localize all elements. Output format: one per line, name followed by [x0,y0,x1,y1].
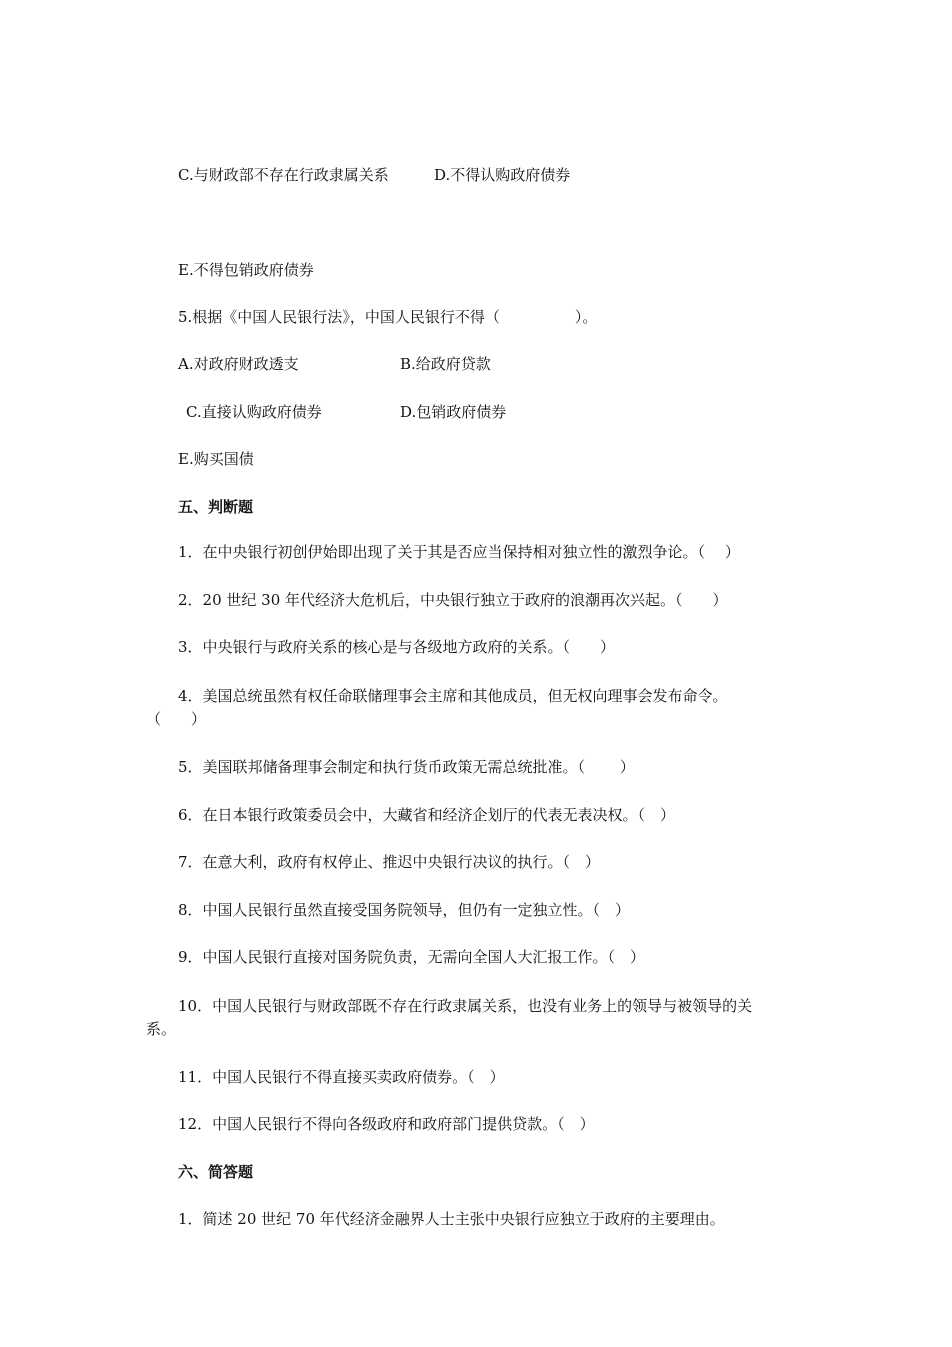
tf-item-6: 6．在日本银行政策委员会中，大藏省和经济企划厅的代表无表决权。（ ） [178,806,676,824]
tf-item-10: 10．中国人民银行与财政部既不存在行政隶属关系，也没有业务上的领导与被领导的关 [178,997,753,1015]
tf-item-10-continuation: 系。 [146,1020,177,1038]
tf-item-4: 4．美国总统虽然有权任命联储理事会主席和其他成员，但无权向理事会发布命令。 [178,687,728,705]
q5-option-e: E.购买国债 [178,450,254,468]
tf-item-1: 1．在中央银行初创伊始即出现了关于其是否应当保持相对独立性的激烈争论。（ ） [178,543,740,561]
tf-item-5: 5．美国联邦储备理事会制定和执行货币政策无需总统批准。（ ） [178,758,635,776]
tf-item-12: 12．中国人民银行不得向各级政府和政府部门提供贷款。（ ） [178,1115,595,1133]
tf-item-9: 9．中国人民银行直接对国务院负责，无需向全国人大汇报工作。（ ） [178,948,646,966]
tf-item-7: 7．在意大利，政府有权停止、推迟中央银行决议的执行。（ ） [178,853,601,871]
q4-option-c: C.与财政部不存在行政隶属关系 [178,166,389,184]
tf-item-8: 8．中国人民银行虽然直接受国务院领导，但仍有一定独立性。（ ） [178,901,631,919]
q5-stem: 5.根据《中国人民银行法》，中国人民银行不得（ ）。 [178,308,598,326]
tf-item-11: 11．中国人民银行不得直接买卖政府债券。（ ） [178,1068,505,1086]
tf-item-4-continuation: （ ） [146,710,207,728]
short-answer-item-1: 1．简述 20 世纪 70 年代经济金融界人士主张中央银行应独立于政府的主要理由。 [178,1210,725,1228]
q4-option-d: D.不得认购政府债券 [434,166,571,184]
q5-option-c: C.直接认购政府债券 [186,403,322,421]
q5-option-d: D.包销政府债券 [400,403,507,421]
q4-option-e: E.不得包销政府债券 [178,261,314,279]
q5-option-a: A.对政府财政透支 [178,355,299,373]
tf-item-3: 3．中央银行与政府关系的核心是与各级地方政府的关系。（ ） [178,638,616,656]
tf-item-2: 2．20 世纪 30 年代经济大危机后，中央银行独立于政府的浪潮再次兴起。（ ） [178,591,728,609]
section-title-true-false: 五、判断题 [178,498,254,516]
section-title-short-answer: 六、简答题 [178,1163,254,1181]
q5-option-b: B.给政府贷款 [400,355,491,373]
